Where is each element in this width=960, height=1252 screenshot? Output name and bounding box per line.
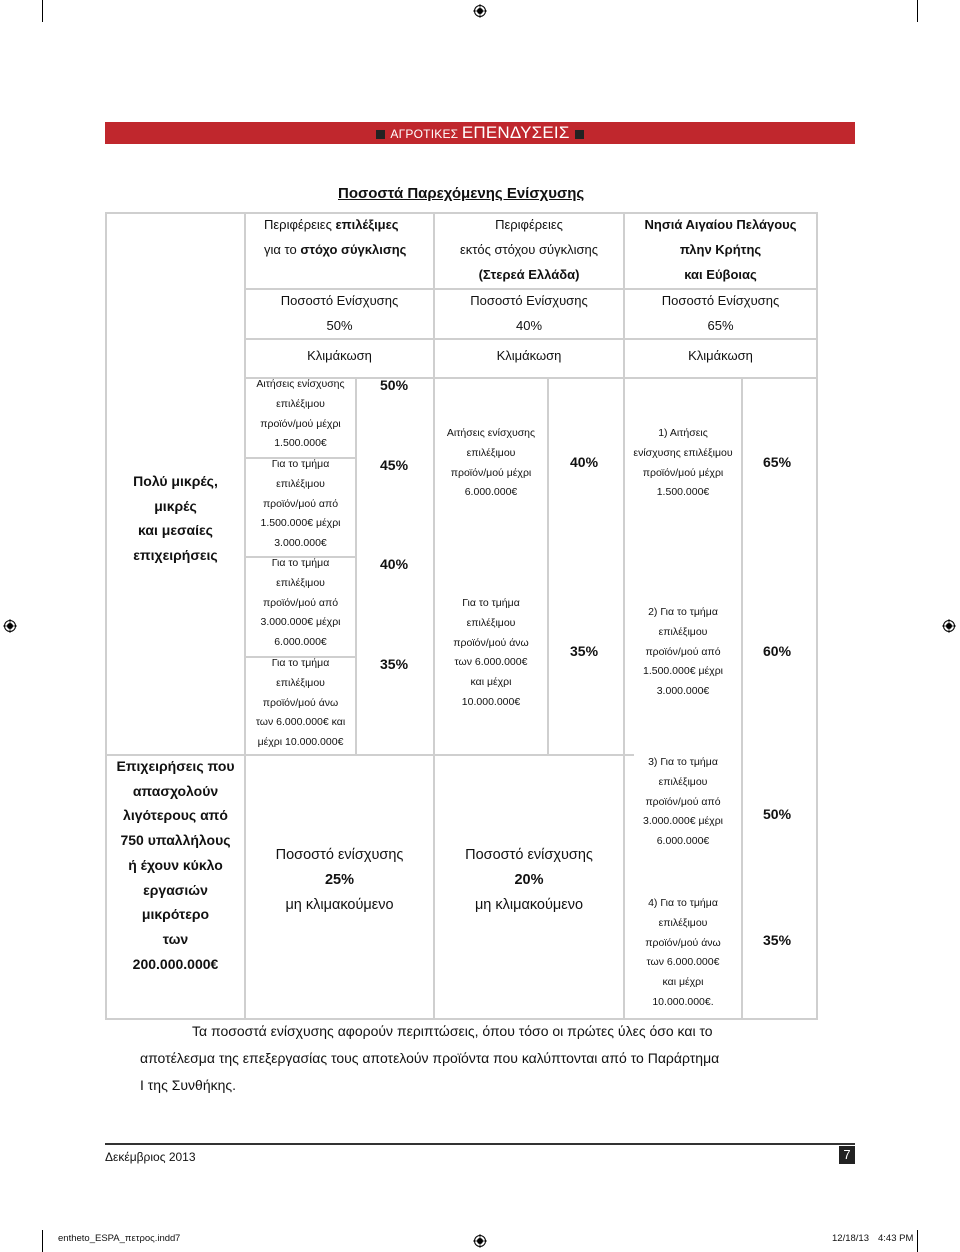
- row-label-smes: Πολύ μικρές, μικρές και μεσαίες επιχειρήσεις: [133, 473, 218, 564]
- table-divider: [244, 754, 634, 756]
- tier-description: Για το τμήμα επιλέξιμου προϊόν/μού άνω των 6.000.000€ και μέχρι 10.000.000€: [453, 597, 529, 708]
- header-band: [105, 122, 855, 144]
- header-main-title: ΕΠΕΝΔΥΣΕΙΣ: [461, 123, 570, 142]
- tier-description: Για το τμήμα επιλέξιμου προϊόν/μού από 1.500.000€ μέχρι 3.000.000€: [260, 458, 341, 550]
- crop-mark: [42, 1230, 43, 1252]
- tier-percentage: 50%: [763, 806, 792, 822]
- aid-rate-cell: Ποσοστό Ενίσχυσης 65%: [661, 293, 780, 333]
- column-header-convergence: Περιφέρειες επιλέξιμες για το στόχο σύγκλισης: [264, 217, 407, 257]
- table-divider: [741, 377, 743, 1018]
- scaling-header: Κλιμάκωση: [307, 348, 372, 363]
- tier-percentage: 35%: [570, 643, 599, 659]
- footer-rule: [105, 1143, 855, 1145]
- tier-description: Αιτήσεις ενίσχυσης επιλέξιμου προϊόν/μού μέχρι 6.000.000€: [446, 427, 536, 499]
- tier-percentage: 65%: [763, 454, 792, 470]
- tier-percentage: 40%: [570, 454, 599, 470]
- tier-description: 3) Για το τμήμα επιλέξιμου προϊόν/μού από 3.000.000€ μέχρι 6.000.000€: [642, 756, 724, 848]
- scaling-header: Κλιμάκωση: [496, 348, 562, 363]
- table-footnote: Τα ποσοστά ενίσχυσης αφορούν περιπτώσεις, όπου τόσο οι πρώτες ύλες όσο και το αποτέλεσμα της επεξεργασίας τους αποτελούν προϊόντα που καλύπτονται από το Παράρτημα Ι της Συνθήκης.: [140, 1023, 720, 1093]
- row-label-large-enterprises: Επιχειρήσεις που απασχολούν λιγότερους από 750 υπαλλήλους ή έχουν κύκλο εργασιών μικρότερο των 200.000.000€: [116, 758, 235, 972]
- tier-description: 4) Για το τμήμα επιλέξιμου προϊόν/μού άνω των 6.000.000€ και μέχρι 10.000.000€.: [645, 897, 721, 1008]
- table-divider: [244, 338, 818, 340]
- large-enterprise-rate: Ποσοστό ενίσχυσης 20% μη κλιμακούμενο: [465, 847, 593, 913]
- aid-rates-table: [105, 212, 818, 1020]
- tier-description: 1) Αιτήσεις ενίσχυσης επιλέξιμου προϊόν/μού μέχρι 1.500.000€: [633, 427, 733, 499]
- slug-time: 4:43 PM: [878, 1233, 914, 1244]
- crop-mark: [42, 0, 43, 22]
- header-title: [105, 122, 855, 144]
- registration-mark-icon: [473, 1234, 487, 1248]
- page-number: 7: [839, 1146, 855, 1164]
- table-border: [105, 212, 107, 1020]
- aid-rate-cell: Ποσοστό Ενίσχυσης 50%: [280, 293, 399, 333]
- slug-date: 12/18/13: [832, 1233, 869, 1244]
- table-divider: [355, 377, 357, 754]
- tier-percentage: 60%: [763, 643, 792, 659]
- registration-mark-icon: [942, 619, 956, 633]
- table-divider: [547, 377, 549, 754]
- crop-mark: [0, 22, 22, 23]
- tier-description: Για το τμήμα επιλέξιμου προϊόν/μού άνω των 6.000.000€ και μέχρι 10.000.000€: [255, 657, 346, 749]
- column-header-outside-convergence: Περιφέρειες εκτός στόχου σύγκλισης (Στερεά Ελλάδα): [459, 217, 599, 282]
- registration-mark-icon: [3, 619, 17, 633]
- tier-percentage: 40%: [380, 556, 409, 572]
- tier-percentage: 35%: [763, 932, 792, 948]
- large-enterprise-rate: Ποσοστό ενίσχυσης 25% μη κλιμακούμενο: [275, 847, 404, 913]
- tier-description: Για το τμήμα επιλέξιμου προϊόν/μού από 3.000.000€ μέχρι 6.000.000€: [260, 557, 341, 649]
- tier-percentage: 50%: [380, 377, 409, 393]
- slug-filename: entheto_ESPA_πετρος.indd: [58, 1233, 176, 1244]
- square-bullet-icon: [575, 130, 584, 139]
- table-border: [816, 212, 818, 1020]
- table-title: Ποσοστά Παρεχόμενης Ενίσχυσης: [338, 185, 585, 202]
- crop-mark: [917, 0, 918, 22]
- registration-mark-icon: [473, 4, 487, 18]
- tier-percentage: 35%: [380, 656, 409, 672]
- tier-description: 2) Για το τμήμα επιλέξιμου προϊόν/μού από 1.500.000€ μέχρι 3.000.000€: [642, 606, 724, 698]
- tier-description: Αιτήσεις ενίσχυσης επιλέξιμου προϊόν/μού μέχρι 1.500.000€: [256, 378, 345, 450]
- column-header-aegean-islands: Νησιά Αιγαίου Πελάγους πλην Κρήτης και Εύβοιας: [644, 217, 797, 282]
- slug-page: 7: [175, 1233, 181, 1244]
- tier-percentage: 45%: [380, 457, 409, 473]
- footer-date: Δεκέμβριος 2013: [105, 1150, 196, 1164]
- square-bullet-icon: [376, 130, 385, 139]
- aid-rate-cell: Ποσοστό Ενίσχυσης 40%: [470, 293, 588, 333]
- scaling-header: Κλιμάκωση: [688, 348, 753, 363]
- header-prefix: ΑΓΡΟΤΙΚΕΣ: [390, 127, 459, 141]
- crop-mark: [917, 1230, 918, 1252]
